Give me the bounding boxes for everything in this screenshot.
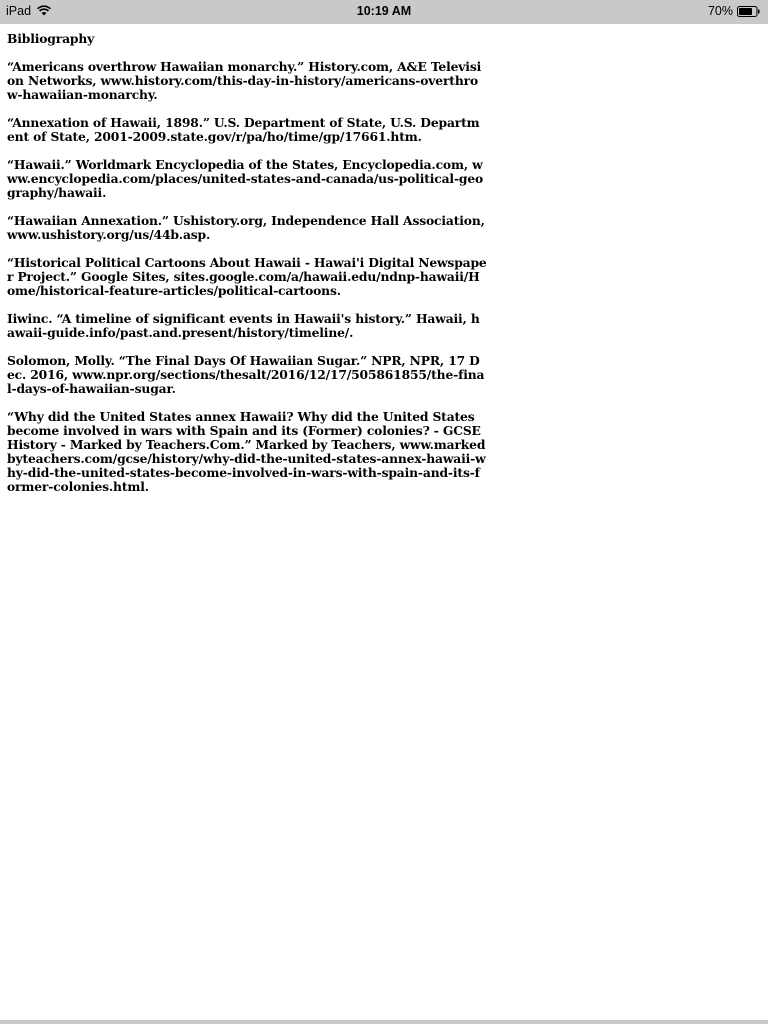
device-name: iPad <box>6 4 32 18</box>
status-time: 10:19 AM <box>356 4 412 18</box>
battery-icon <box>737 6 760 17</box>
bibliography-entry: “Americans overthrow Hawaiian monarchy.” History.com, A&E Television Networks, www.history.com/this-day-in-history/americans-overthrow-hawaiian-monarchy. <box>7 59 482 102</box>
bibliography-entry: “Historical Political Cartoons About Hawaii - Hawai'i Digital Newspaper Project.” Google Sites, sites.google.com/a/hawaii.edu/ndnp-hawaii/Home/historical-feature-articles/political-cartoons. <box>7 255 487 298</box>
page-title: Bibliography <box>7 31 95 46</box>
bibliography-document <box>7 30 487 508</box>
bibliography-entry: “Why did the United States annex Hawaii? Why did the United States become involved in wars with Spain and its (Former) colonies? - GCSE History - Marked by Teachers.Com.” Marked by Teachers, www.markedbyteachers.com/gcse/history/why-did-the-united-states-annex-hawaii-why-did-the-united-states-become-involved-in-wars-with-spain-and-its-former-colonies.html. <box>7 409 486 494</box>
bottom-bar <box>0 1020 768 1024</box>
bibliography-entry: “Annexation of Hawaii, 1898.” U.S. Department of State, U.S. Department of State, 2001-2009.state.gov/r/pa/ho/time/gp/17661.htm. <box>7 115 480 144</box>
battery-percentage: 70% <box>707 4 733 18</box>
status-bar <box>0 0 768 24</box>
status-right <box>708 4 760 18</box>
bibliography-entry: Iiwinc. “A timeline of significant events in Hawaii's history.” Hawaii, hawaii-guide.info/past.and.present/history/timeline/. <box>7 311 480 340</box>
bibliography-entry: Solomon, Molly. “The Final Days Of Hawaiian Sugar.” NPR, NPR, 17 Dec. 2016, www.npr.org/sections/thesalt/2016/12/17/505861855/the-final-days-of-hawaiian-sugar. <box>7 353 485 396</box>
bibliography-entry: “Hawaiian Annexation.” Ushistory.org, Independence Hall Association, www.ushistory.org/us/44b.asp. <box>7 213 485 242</box>
bibliography-entry: “Hawaii.” Worldmark Encyclopedia of the States, Encyclopedia.com, www.encyclopedia.com/places/united-states-and-canada/us-political-geography/hawaii. <box>7 157 484 200</box>
